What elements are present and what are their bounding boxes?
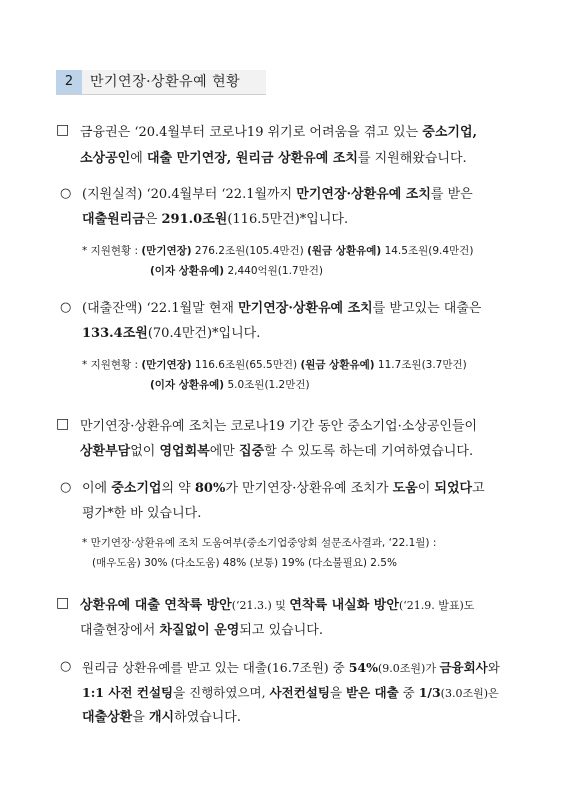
note-2-line-2: (이자 상환유예) 5.0조원(1.2만건) (150, 379, 310, 391)
square-bullet-marker: □ (56, 416, 70, 432)
circle-bullet-marker: ○ (60, 186, 72, 201)
sub-4-line-1: 원리금 상환유예를 받고 있는 대출(16.7조원) 중 54%(9.0조원)가 금융회사와 (82, 660, 500, 675)
sub-3-line-1: 이에 중소기업의 약 80%가 만기연장·상환유예 조치가 도움이 되었다고 (82, 481, 485, 496)
note-3-line-2: (매우도움) 30% (다소도움) 48% (보통) 19% (다소불필요) 2.5% (92, 557, 397, 569)
note-2-line-1: * 지원현황 : (만기연장) 116.6조원(65.5만건) (원금 상환유예) 11.7조원(3.7만건) (82, 359, 467, 371)
circle-bullet-marker: ○ (60, 659, 72, 674)
bullet-2-line-1: 만기연장·상환유예 조치는 코로나19 기간 동안 중소기업·소상공인들이 (80, 419, 478, 434)
sub-3-line-2: 평가*한 바 있습니다. (82, 506, 202, 521)
sub-4-line-3: 대출상환을 개시하였습니다. (82, 710, 241, 725)
section-number: 2 (56, 70, 82, 94)
sub-2-line-2: 133.4조원(70.4만건)*입니다. (82, 326, 261, 341)
note-1-line-2: (이자 상환유예) 2,440억원(1.7만건) (150, 265, 323, 277)
circle-bullet-marker: ○ (60, 300, 72, 315)
sub-1-line-1: (지원실적) ‘20.4월부터 ‘22.1월까지 만기연장·상환유예 조치를 받은 (82, 187, 473, 202)
sub-2-line-1: (대출잔액) ‘22.1월말 현재 만기연장·상환유예 조치를 받고있는 대출은 (82, 301, 482, 316)
bullet-1-line-2: 소상공인에 대출 만기연장, 원리금 상환유예 조치를 지원해왔습니다. (80, 151, 467, 166)
bullet-1-line-1: 금융권은 ‘20.4월부터 코로나19 위기로 어려움을 겪고 있는 중소기업, (80, 125, 478, 140)
section-title: 만기연장·상환유예 현황 (90, 74, 241, 90)
circle-bullet-marker: ○ (60, 480, 72, 495)
square-bullet-marker: □ (56, 595, 70, 611)
bullet-2-line-2: 상환부담없이 영업회복에만 집중할 수 있도록 하는데 기여하였습니다. (80, 444, 474, 459)
bullet-3-line-1: 상환유예 대출 연착륙 방안(‘21.3.) 및 연착륙 내실화 방안(‘21.9. 발표)도 (80, 598, 475, 613)
sub-4-line-2: 1:1 사전 컨설팅을 진행하였으며, 사전컨설팅을 받은 대출 중 1/3(3.0조원)은 (82, 685, 499, 700)
note-1-line-1: * 지원현황 : (만기연장) 276.2조원(105.4만건) (원금 상환유예) 14.5조원(9.4만건) (82, 245, 474, 257)
note-3-line-1: * 만기연장·상환유예 조치 도움여부(중소기업중앙회 설문조사결과, ‘22.1월) : (82, 537, 437, 549)
bullet-3-line-2: 대출현장에서 차질없이 운영되고 있습니다. (80, 623, 323, 638)
section-header (56, 70, 266, 95)
square-bullet-marker: □ (56, 122, 70, 138)
sub-1-line-2: 대출원리금은 291.0조원(116.5만건)*입니다. (82, 212, 349, 227)
